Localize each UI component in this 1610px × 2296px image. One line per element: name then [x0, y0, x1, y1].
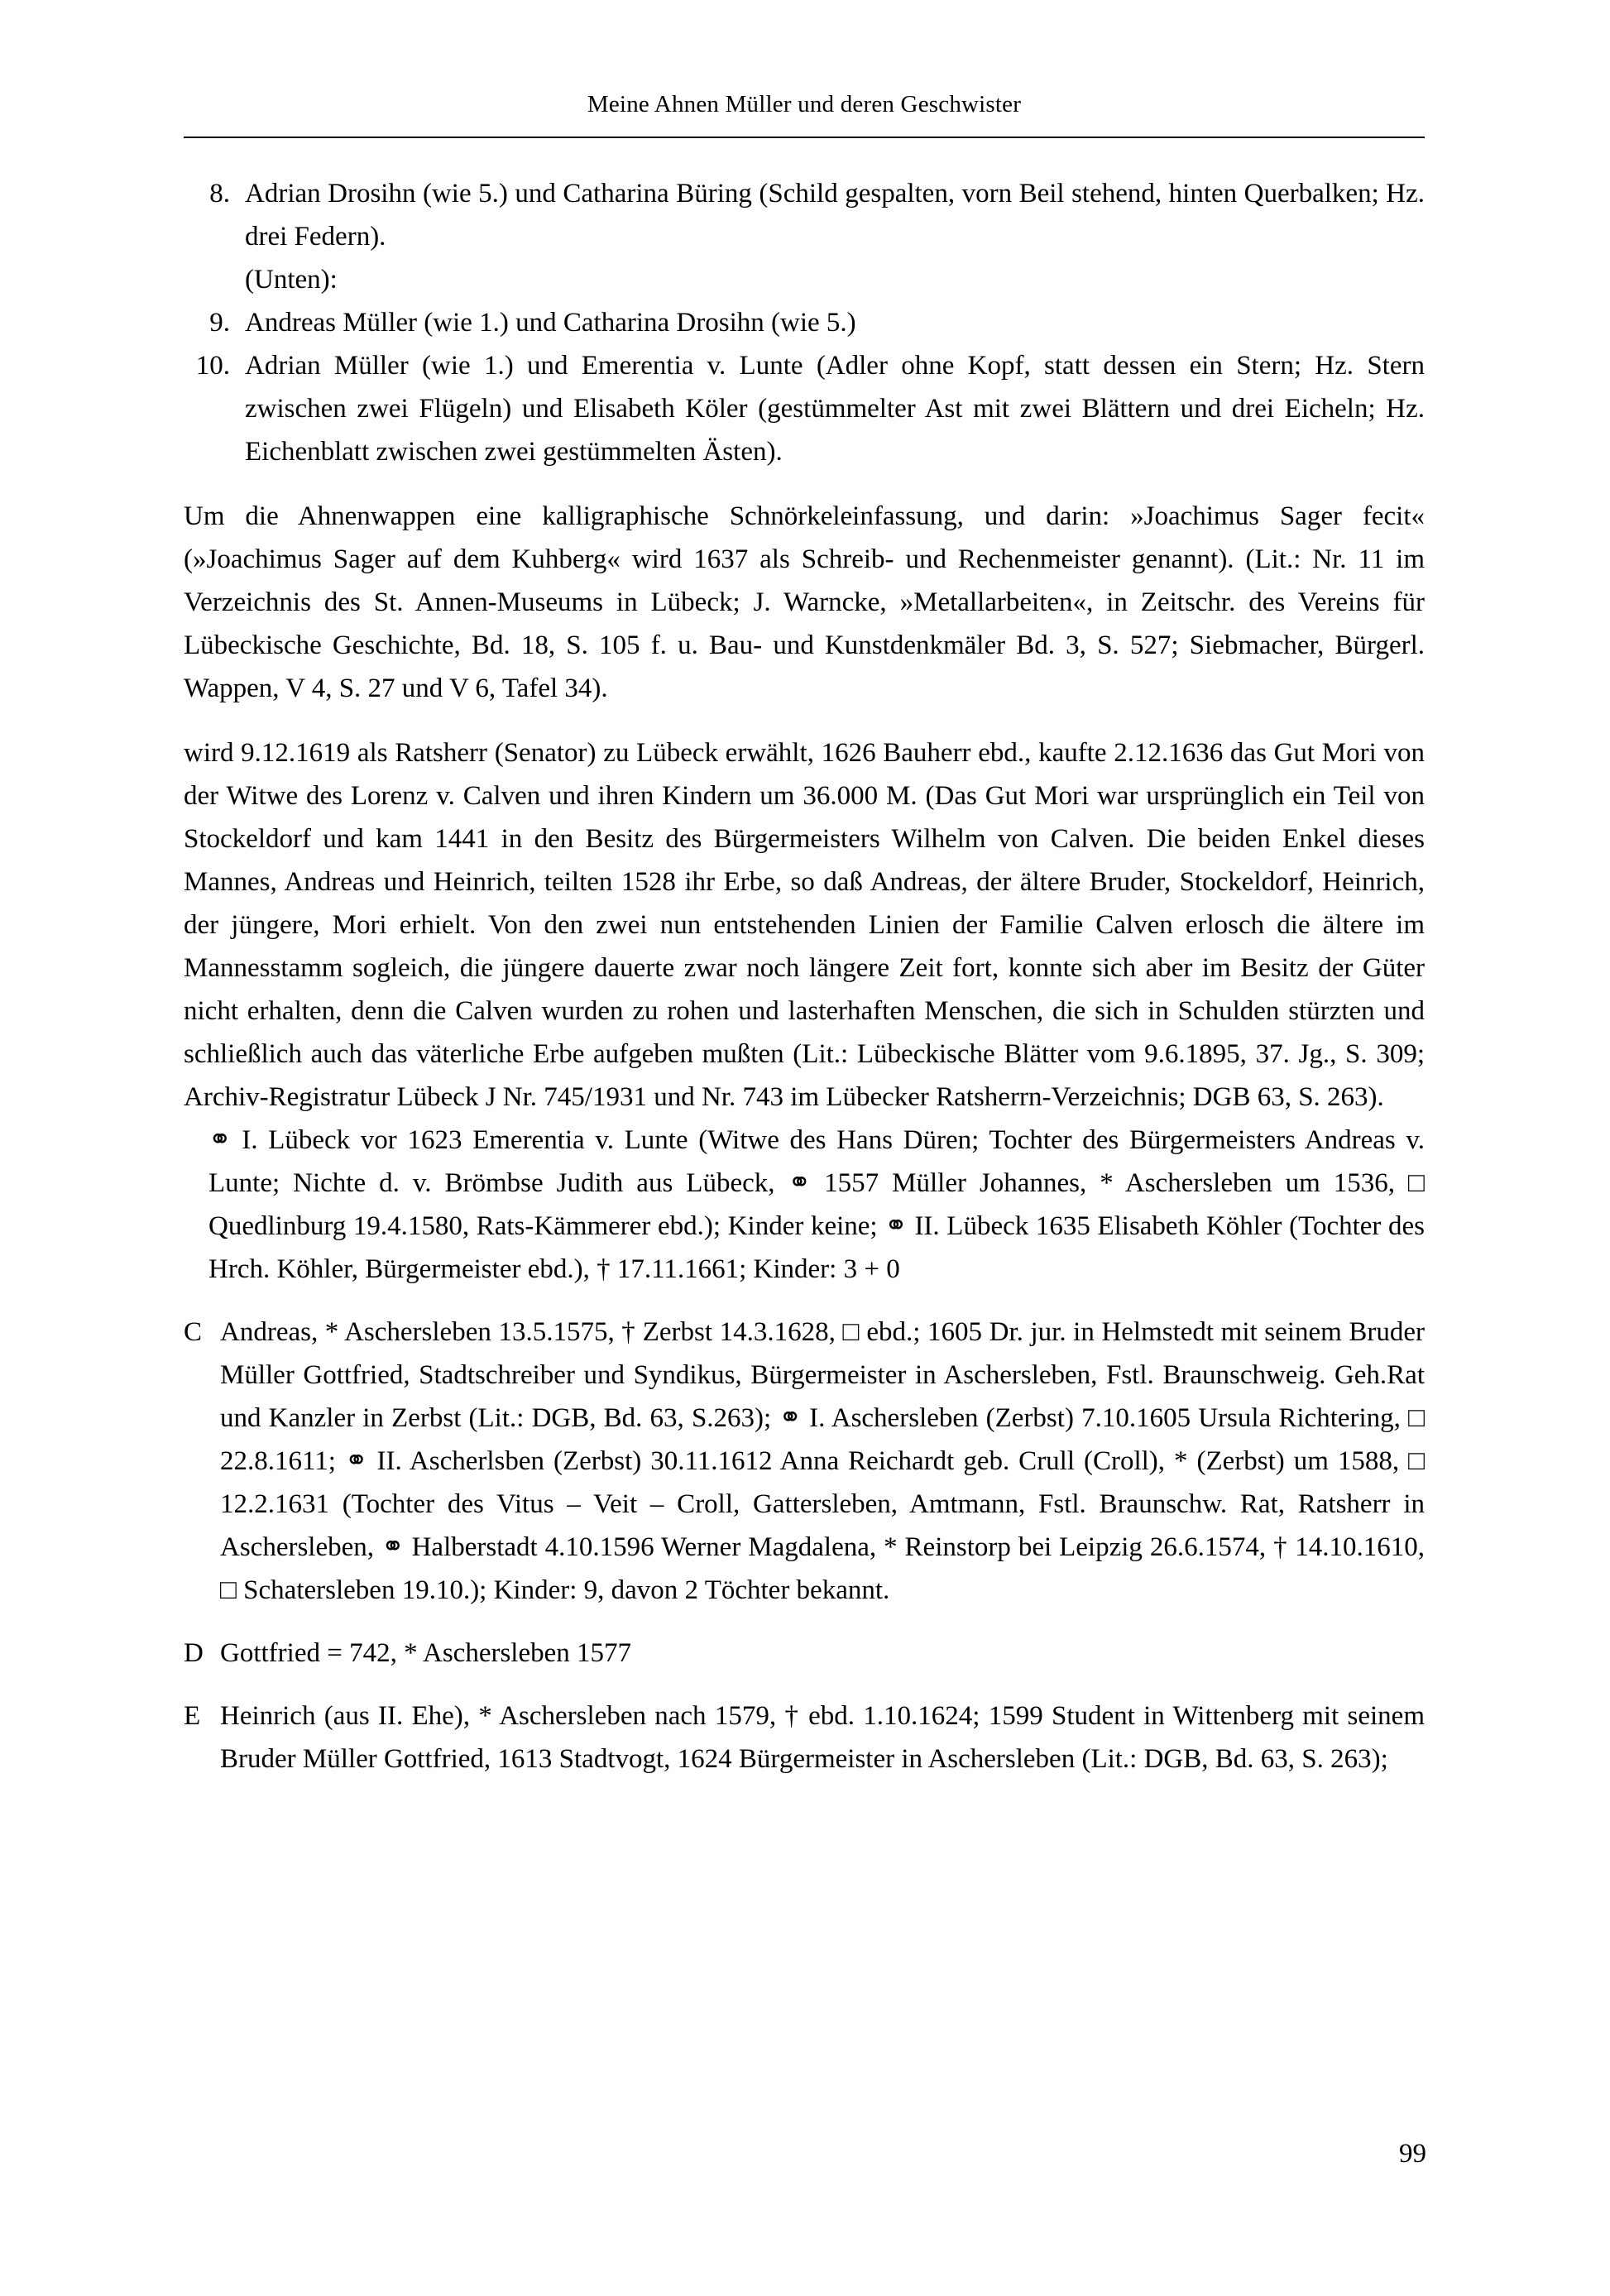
list-item-number: 9.	[209, 308, 230, 338]
paragraph-ehen: ⚭ I. Lübeck vor 1623 Emerentia v. Lunte (Witwe des Hans Düren; Tochter des Bürgermeisters Andreas v. Lunte; Nichte d. v. Brömbse Judith aus Lübeck, ⚭ 1557 Müller Johannes, * Aschersleben um 1536, □ Quedlinburg 19.4.1580, Rats-Kämmerer ebd.); Kinder keine; ⚭ II. Lübeck 1635 Elisabeth Köhler (Tochter des Hrch. Köhler, Bürgermeister ebd.), † 17.11.1661; Kinder: 3 + 0	[208, 1125, 1425, 1284]
entry-letter: E	[184, 1701, 201, 1731]
list-item-text: Andreas Müller (wie 1.) und Catharina Drosihn (wie 5.)	[245, 308, 856, 338]
numbered-list	[184, 172, 1425, 473]
header-rule	[184, 137, 1425, 138]
paragraph-wappen: Um die Ahnenwappen eine kalligraphische Schnörkeleinfassung, und darin: »Joachimus Sager fecit« (»Joachimus Sager auf dem Kuhberg« wird 1637 als Schreib- und Rechenmeister genannt). (Lit.: Nr. 11 im Verzeichnis des St. Annen-Museums in Lübeck; J. Warncke, »Metallarbeiten«, in Zeitschr. des Vereins für Lübeckische Geschichte, Bd. 18, S. 105 f. u. Bau- und Kunstdenkmäler Bd. 3, S. 527; Siebmacher, Bürgerl. Wappen, V 4, S. 27 und V 6, Tafel 34).	[184, 501, 1425, 703]
list-item-text: Adrian Drosihn (wie 5.) und Catharina Büring (Schild gespalten, vorn Beil stehend, hinten Querbalken; Hz. drei Federn).	[245, 179, 1425, 252]
entry-text: Gottfried = 742, * Aschersleben 1577	[220, 1638, 632, 1668]
lettered-entry-c	[184, 1311, 1425, 1612]
list-item	[184, 301, 1425, 344]
lettered-entry-e	[184, 1694, 1425, 1781]
sub-note: (Unten):	[245, 265, 338, 295]
entry-text: Heinrich (aus II. Ehe), * Aschersleben nach 1579, † ebd. 1.10.1624; 1599 Student in Wittenberg mit seinem Bruder Müller Gottfried, 1613 Stadtvogt, 1624 Bürgermeister in Aschersleben (Lit.: DGB, Bd. 63, S. 263);	[220, 1701, 1425, 1774]
list-item-number: 8.	[209, 179, 230, 209]
list-item	[184, 172, 1425, 258]
entry-letter: D	[184, 1638, 204, 1668]
list-item	[184, 344, 1425, 473]
paragraph-ratsherr: wird 9.12.1619 als Ratsherr (Senator) zu Lübeck erwählt, 1626 Bauherr ebd., kaufte 2.12.1636 das Gut Mori von der Witwe des Lorenz v. Calven und ihren Kindern um 36.000 M. (Das Gut Mori war ursprünglich ein Teil von Stockeldorf und kam 1441 in den Besitz des Bürgermeisters Wilhelm von Calven. Die beiden Enkel dieses Mannes, Andreas und Heinrich, teilten 1528 ihr Erbe, so daß Andreas, der ältere Bruder, Stockeldorf, Heinrich, der jüngere, Mori erhielt. Von den zwei nun entstehenden Linien der Familie Calven erlosch die ältere im Mannesstamm sogleich, die jüngere dauerte zwar noch längere Zeit fort, konnte sich aber im Besitz der Güter nicht erhalten, denn die Calven wurden zu rohen und lasterhaften Menschen, die sich in Schulden stürzten und schließlich auch das väterliche Erbe aufgeben mußten (Lit.: Lübeckische Blätter vom 9.6.1895, 37. Jg., S. 309; Archiv-Registratur Lübeck J Nr. 745/1931 und Nr. 743 im Lübecker Ratsherrn-Verzeichnis; DGB 63, S. 263).	[184, 738, 1425, 1112]
running-head-title: Meine Ahnen Müller und deren Geschwister	[587, 91, 1022, 117]
lettered-entry-d	[184, 1632, 1425, 1675]
page-number: 99	[1399, 2139, 1426, 2169]
list-item-text: Adrian Müller (wie 1.) und Emerentia v. Lunte (Adler ohne Kopf, statt dessen ein Stern; Hz. Stern zwischen zwei Flügeln) und Elisabeth Köler (gestümmelter Ast mit zwei Blättern und drei Eicheln; Hz. Eichenblatt zwischen zwei gestümmelten Ästen).	[245, 351, 1425, 467]
lettered-list	[184, 1311, 1425, 1781]
entry-letter: C	[184, 1317, 203, 1347]
page-body	[184, 172, 1425, 1781]
entry-text: Andreas, * Aschersleben 13.5.1575, † Zerbst 14.3.1628, □ ebd.; 1605 Dr. jur. in Helmstedt mit seinem Bruder Müller Gottfried, Stadtschreiber und Syndikus, Bürgermeister in Aschersleben, Fstl. Braunschweig. Geh.Rat und Kanzler in Zerbst (Lit.: DGB, Bd. 63, S.263); ⚭ I. Aschersleben (Zerbst) 7.10.1605 Ursula Richtering, □ 22.8.1611; ⚭ II. Ascherlsben (Zerbst) 30.11.1612 Anna Reichardt geb. Crull (Croll), * (Zerbst) um 1588, □ 12.2.1631 (Tochter des Vitus – Veit – Croll, Gattersleben, Amtmann, Fstl. Braunschw. Rat, Ratsherr in Aschersleben, ⚭ Halberstadt 4.10.1596 Werner Magdalena, * Reinstorp bei Leipzig 26.6.1574, † 14.10.1610, □ Schatersleben 19.10.); Kinder: 9, davon 2 Töchter bekannt.	[220, 1317, 1425, 1605]
list-item-number: 10.	[195, 351, 230, 381]
